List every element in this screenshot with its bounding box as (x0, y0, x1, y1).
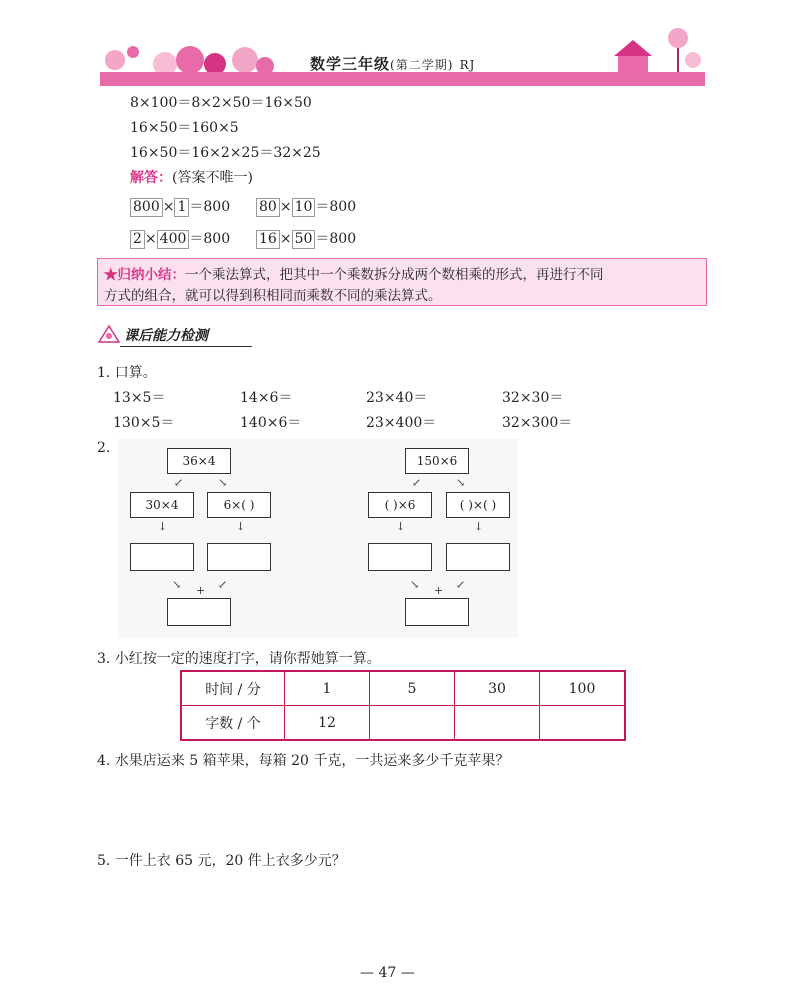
table-answer-cell[interactable] (370, 706, 455, 741)
q1-item: 130×5＝ (113, 415, 175, 431)
q2-left-answer-box[interactable] (130, 543, 194, 571)
q2-right-answer-box[interactable] (446, 543, 510, 571)
q2-right-top-box: 150×6 (405, 448, 469, 474)
arrow-icon: ↓ (396, 520, 406, 533)
table-row (181, 706, 625, 741)
q2-left-sum-box[interactable] (167, 598, 231, 626)
arrow-icon: ↓ (158, 520, 168, 533)
summary-box (97, 258, 707, 306)
q1-item: 32×300＝ (502, 415, 573, 431)
answer-equation-3: 2 × 400 ＝800 (130, 228, 230, 249)
answer-equation-2: 80 × 10 ＝800 (256, 196, 356, 217)
q1-item: 140×6＝ (240, 415, 302, 431)
table-header-cell: 字数 / 个 (181, 706, 285, 741)
q2-right-answer-box[interactable] (368, 543, 432, 571)
arrow-icon: ↘ (410, 578, 420, 591)
house-tree-decoration-icon (598, 20, 708, 78)
plus-sign: + (196, 584, 206, 597)
q1-item: 13×5＝ (113, 390, 166, 406)
q4-label: 4. 水果店运来 5 箱苹果，每箱 20 千克，一共运来多少千克苹果？ (97, 753, 510, 769)
arrow-icon: ↘ (218, 476, 228, 489)
table-answer-cell[interactable] (455, 706, 540, 741)
worked-line-2: 16×50＝160×5 (130, 120, 239, 136)
q5-label: 5. 一件上衣 65 元，20 件上衣多少元？ (97, 853, 346, 869)
section-underline (120, 346, 252, 347)
table-header-cell: 时间 / 分 (181, 671, 285, 706)
arrow-icon: ↙ (174, 476, 184, 489)
q1-label: 1. 口算。 (97, 365, 157, 381)
arrow-icon: ↙ (218, 578, 228, 591)
q1-item: 32×30＝ (502, 390, 564, 406)
flower-decoration-icon (95, 30, 285, 78)
table-row (181, 671, 625, 706)
header-title: 数学三年级(第二学期) RJ (310, 55, 476, 73)
arrow-icon: ↘ (456, 476, 466, 489)
table-answer-cell[interactable] (540, 706, 626, 741)
summary-line-2: 方式的组合，就可以得到积相同而乘数不同的乘法算式。 (104, 288, 442, 304)
q2-left-split-b: 6×( ) (207, 492, 271, 518)
typing-table (180, 670, 626, 741)
section-heading (96, 322, 256, 348)
table-cell: 30 (455, 671, 540, 706)
answer-equation-4: 16 × 50 ＝800 (256, 228, 356, 249)
q1-item: 14×6＝ (240, 390, 293, 406)
answer-line: 解答：(答案不唯一) (130, 170, 253, 186)
page-number: — 47 — (360, 965, 415, 981)
arrow-icon: ↙ (412, 476, 422, 489)
table-cell: 5 (370, 671, 455, 706)
arrow-icon: ↘ (172, 578, 182, 591)
q3-label: 3. 小红按一定的速度打字，请你帮她算一算。 (97, 651, 381, 667)
q1-item: 23×40＝ (366, 390, 428, 406)
q2-left-split-a: 30×4 (130, 492, 194, 518)
book-icon (96, 322, 122, 348)
summary-line-1: ★归纳小结：一个乘法算式，把其中一个乘数拆分成两个数相乘的形式，再进行不同 (104, 267, 604, 283)
arrow-icon: ↙ (456, 578, 466, 591)
table-cell: 1 (285, 671, 370, 706)
header-decoration-right (598, 20, 708, 78)
q1-item: 23×400＝ (366, 415, 437, 431)
worked-line-3: 16×50＝16×2×25＝32×25 (130, 145, 321, 161)
worked-line-1: 8×100＝8×2×50＝16×50 (130, 95, 312, 111)
header-decoration-left (95, 30, 285, 78)
table-cell: 12 (285, 706, 370, 741)
q2-label: 2. (97, 440, 111, 456)
section-title: 课后能力检测 (124, 328, 208, 344)
table-cell: 100 (540, 671, 626, 706)
q2-left-answer-box[interactable] (207, 543, 271, 571)
q2-right-sum-box[interactable] (405, 598, 469, 626)
q2-left-top-box: 36×4 (167, 448, 231, 474)
q2-right-split-b: ( )×( ) (446, 492, 510, 518)
answer-equation-1: 800 × 1 ＝800 (130, 196, 230, 217)
header-bar (100, 72, 705, 86)
plus-sign: + (434, 584, 444, 597)
arrow-icon: ↓ (474, 520, 484, 533)
q2-right-split-a: ( )×6 (368, 492, 432, 518)
arrow-icon: ↓ (236, 520, 246, 533)
